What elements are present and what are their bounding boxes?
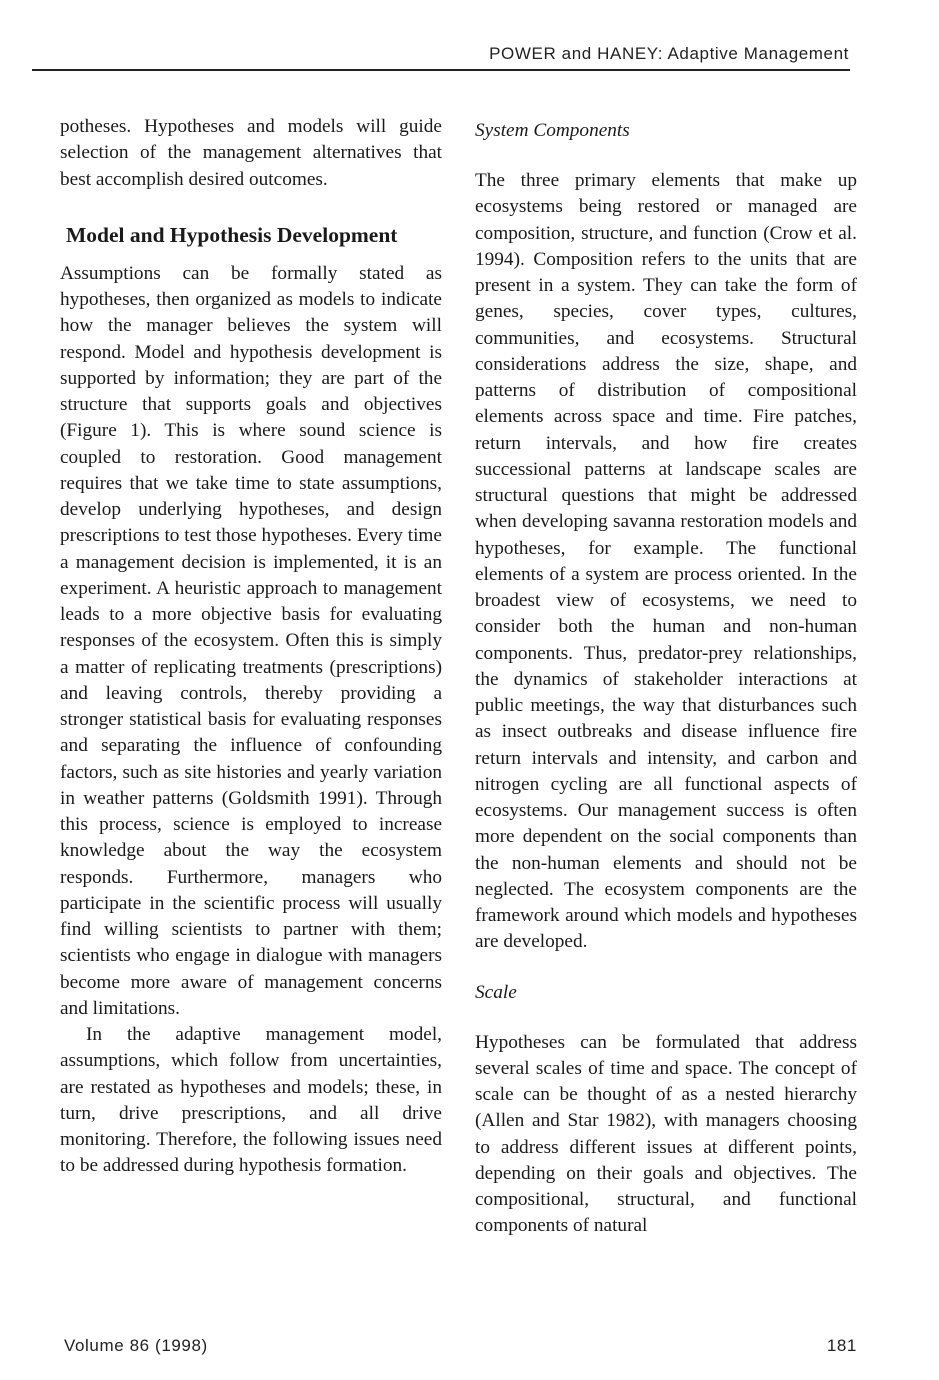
subheading-scale: Scale <box>475 981 517 1003</box>
footer-page-number: 181 <box>826 1336 857 1355</box>
body-paragraph: The three primary elements that make up ecosystems being restored or managed are composition, structure, and function (Crow et al. 1994). Composition refers to the units that are present in a system. They can take the form of genes, species, cover types, cultures, communities, and ecosystems. Structural considerations address the size, shape, and patterns of distribution of compositional elements across space and time. Fire patches, return intervals, and how fire creates successional patterns at landscape scales are structural questions that might be addressed when developing savanna restoration models and hypotheses, for example. The functional elements of a system are process oriented. In the broadest view of ecosystems, we need to consider both the human and non-human components. Thus, predator-prey relationships, the dynamics of stakeholder interactions at public meetings, the way that disturbances such as insect outbreaks and disease influence fire return intervals and intensity, and carbon and nitrogen cycling are all functional aspects of ecosystems. Our management success is often more dependent on the social components than the non-human elements and should not be neglected. The ecosystem components are the framework around which models and hypotheses are developed. <box>475 170 857 953</box>
right-column <box>475 118 857 1240</box>
continuation-paragraph: potheses. Hypotheses and models will guide selection of the management alternatives that best accomplish desired outcomes. <box>60 116 442 190</box>
header-rule <box>32 69 850 71</box>
subheading-system-components: System Components <box>475 120 630 141</box>
body-paragraph: In the adaptive management model, assumptions, which follow from uncertainties, are restated as hypotheses and models; these, in turn, drive prescriptions, and all drive monitoring. Therefore, the following issues need to be addressed during hypothesis formation. <box>60 1024 442 1177</box>
footer-volume: Volume 86 (1998) <box>64 1336 208 1355</box>
left-column <box>60 114 442 1180</box>
body-paragraph: Hypotheses can be formulated that address several scales of time and space. The concept of scale can be thought of as a nested hierarchy (Allen and Star 1982), with managers choosing to address different issues at different points, depending on their goals and objectives. The compositional, structural, and functional components of natural <box>475 1031 857 1237</box>
body-paragraph: Assumptions can be formally stated as hypotheses, then organized as models to indicate how the manager believes the system will respond. Model and hypothesis development is supported by information; they are part of the structure that supports goals and objectives (Figure 1). This is where sound science is coupled to restoration. Good management requires that we take time to state assumptions, develop underlying hypotheses, and design prescriptions to test those hypotheses. Every time a management decision is implemented, it is an experiment. A heuristic approach to management leads to a more objective basis for evaluating responses of the ecosystem. Often this is simply a matter of replicating treatments (prescriptions) and leaving controls, thereby providing a stronger statistical basis for evaluating responses and separating the influence of confounding factors, such as site histories and yearly variation in weather patterns (Goldsmith 1991). Through this process, science is employed to increase knowledge about the way the ecosystem responds. Furthermore, managers who participate in the scientific process will usually find willing scientists to partner with them; scientists who engage in dialogue with managers become more aware of management concerns and limitations. <box>60 262 442 1019</box>
running-header: POWER and HANEY: Adaptive Management <box>489 44 849 63</box>
section-heading-model-hypothesis: Model and Hypothesis Development <box>66 222 398 247</box>
